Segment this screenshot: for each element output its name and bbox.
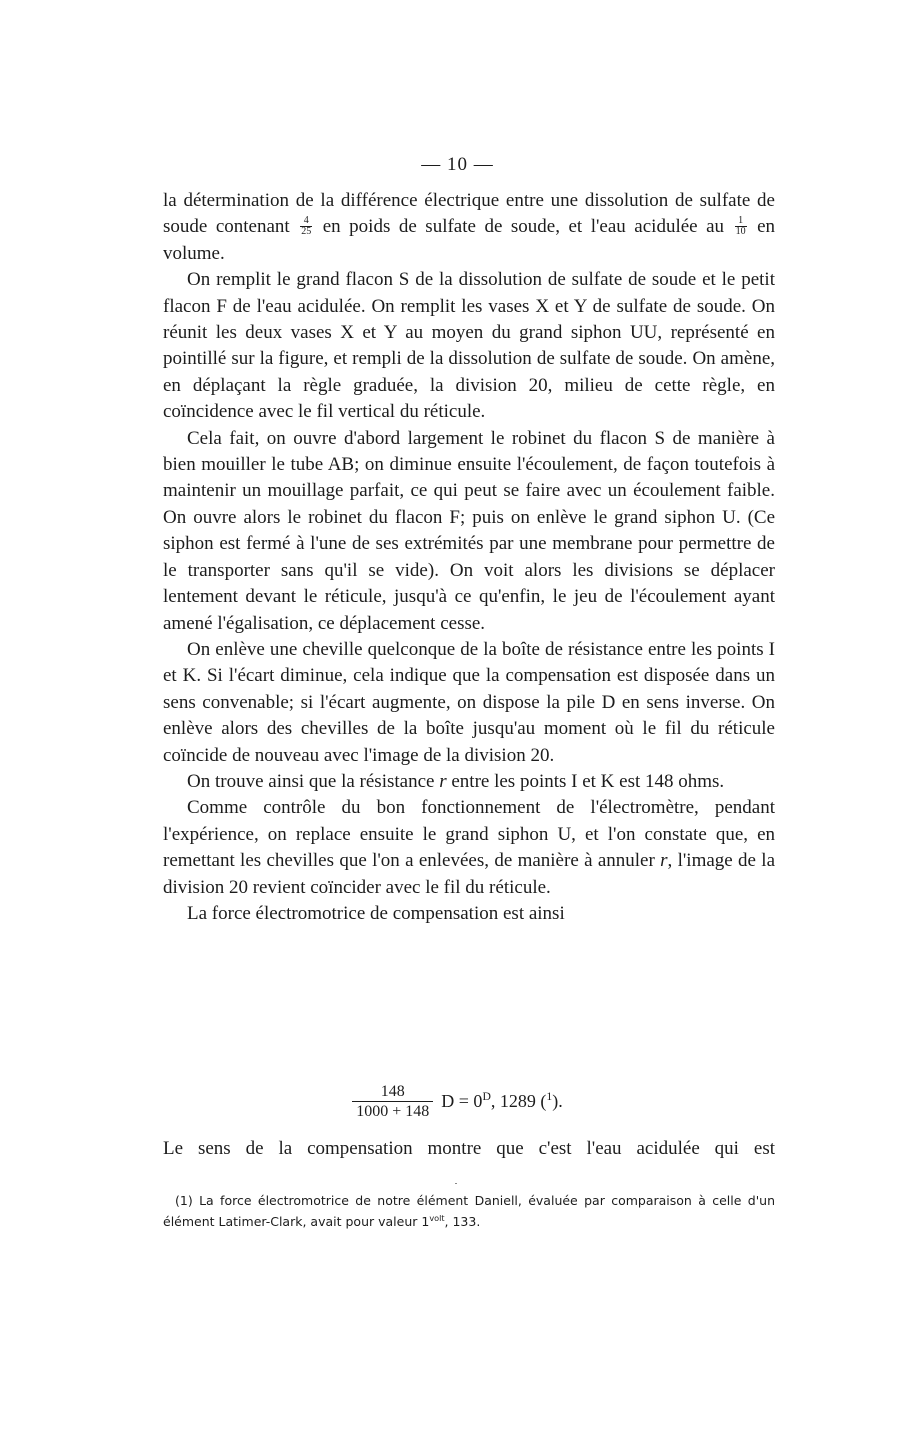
paragraph-emf-intro: La force électromotrice de compensation est ainsi [187,902,565,924]
paragraph-resistance-box: On enlève une cheville quelconque de la boîte de résistance entre les points I et K. Si l'écart diminue, cela indique que la compensation est disposée dans un sens convenable; si l'écart augmente, on dispose la pile D en sens inverse. On enlève alors des chevilles de la boîte jusqu'au moment où le fil du réticule coïncide de nouveau avec l'image de la division 20. [163,638,775,766]
paragraph-continued [163,188,775,267]
footnote-marker: (1) [175,1193,193,1208]
paragraph-text: la détermination de la différence électrique entre une dissolution de sulfate de soude contenant [163,190,775,238]
fraction-one-tenth [735,216,747,237]
fraction-numerator: 1 [735,216,747,227]
page-number: — 10 — [421,154,494,175]
fraction-denominator: 25 [301,225,312,237]
equation-rhs-superscript: D [482,1090,491,1103]
equation-rhs-end: ). [552,1091,563,1111]
body-text [163,188,775,927]
paragraph-text: en poids de sulfate de soude, et l'eau acidulée au [314,216,733,238]
footnote-separator [455,1183,457,1184]
paragraph-text: , l'image de la division 20 revient coïncider avec le fil du réticule. [163,850,776,898]
equation-denominator: 1000 + 148 [356,1103,430,1120]
paragraph-open-tap: Cela fait, on ouvre d'abord largement le robinet du flacon S de manière à bien mouiller le tube AB; on diminue ensuite l'écoulement, de façon toutefois à maintenir un mouillage parfait, ce qui peut se faire avec un écoulement faible. On ouvre alors le robinet du flacon F; puis on enlève le grand siphon U. (Ce siphon est fermé à l'une de ses extrémités par une membrane pour permettre de le transporter sans qu'il se vide). On voit alors les divisions se déplacer lentement devant le réticule, jusqu'à ce qu'enfin, le jeu de l'écoulement ayant amené l'égalisation, ce déplacement cesse. [163,427,775,634]
paragraph-text: On trouve ainsi que la résistance [187,770,440,792]
last-line: Le sens de la compensation montre que c'est l'eau acidulée qui est [163,1138,775,1159]
paragraph-text: entre les points I et K est 148 ohms. [446,770,725,792]
equation-numerator: 148 [352,1082,433,1102]
emf-equation [0,1082,915,1121]
variable-r: r [439,770,447,792]
footnote-reference: 1 [546,1090,553,1103]
fraction-denominator: 10 [735,225,746,237]
footnote-text: La force électromotrice de notre élément Daniell, évaluée par comparaison à celle d'un élément Latimer-Clark, avait pour valeur 1 [163,1193,775,1229]
variable-r: r [660,850,668,872]
fraction-numerator: 4 [300,216,312,227]
equation-rhs [441,1091,562,1112]
footnote-unit: volt [429,1212,445,1223]
footnote [163,1190,775,1232]
footnote-text-end: , 133. [444,1214,481,1229]
equation-rhs-prefix: D = 0 [441,1091,483,1111]
paragraph-text: en volume. [163,216,776,264]
fraction-four-twentyfifths [300,216,312,237]
paragraph-fill-flasks: On remplit le grand flacon S de la dissolution de sulfate de soude et le petit flacon F de l'eau acidulée. On remplit les vases X et Y de sulfate de soude. On réunit les deux vases X et Y au moyen du grand siphon UU, représenté en pointillé sur la figure, et rempli de la dissolution de sulfate de soude. On amène, en déplaçant la règle graduée, la division 20, milieu de cette règle, en coïncidence avec le fil vertical du réticule. [163,269,775,423]
paragraph-resistance-value [163,769,775,795]
equation-rhs-value: , 1289 ( [490,1091,547,1111]
paragraph-text: Comme contrôle du bon fonctionnement de l'électromètre, pendant l'expérience, on replace ensuite le grand siphon U, et l'on constate que, en remettant les chevilles que l'on a enlevées, de manière à annuler [163,797,775,872]
paragraph-control [163,795,775,901]
equation-fraction [352,1082,433,1121]
